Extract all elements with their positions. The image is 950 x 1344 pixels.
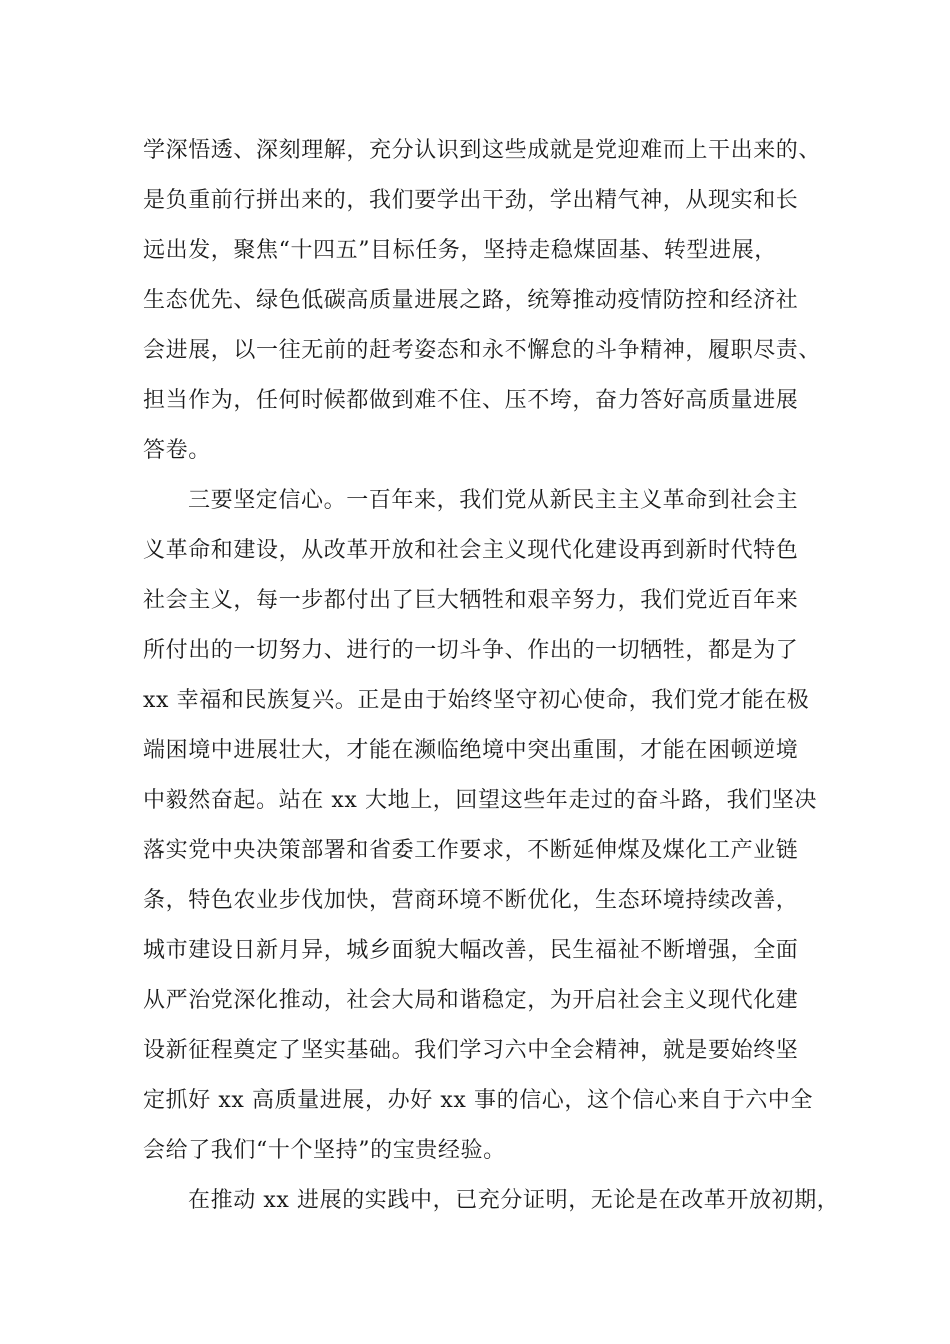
text-line: 中毅然奋起。站在 xx 大地上，回望这些年走过的奋斗路，我们坚决 <box>143 788 818 813</box>
text-line: 学深悟透、深刻理解，充分认识到这些成就是党迎难而上干出来的、 <box>143 138 822 163</box>
text-line: 担当作为，任何时候都做到难不住、压不垮，奋力答好高质量进展 <box>143 388 799 413</box>
text-line: 从严治党深化推动，社会大局和谐稳定，为开启社会主义现代化建 <box>143 988 799 1013</box>
text-line: 落实党中央决策部署和省委工作要求，不断延伸煤及煤化工产业链 <box>143 838 799 863</box>
text-line: 城市建设日新月异，城乡面貌大幅改善，民生福祉不断增强，全面 <box>143 938 799 963</box>
text-line: 社会主义，每一步都付出了巨大牺牲和艰辛努力，我们党近百年来 <box>143 588 799 613</box>
text-line: 义革命和建设，从改革开放和社会主义现代化建设再到新时代特色 <box>143 538 799 563</box>
text-line: 远出发，聚焦“十四五”目标任务，坚持走稳煤固基、转型进展， <box>143 238 777 263</box>
text-line: 生态优先、绿色低碳高质量进展之路，统筹推动疫情防控和经济社 <box>143 288 799 313</box>
text-line: 条，特色农业步伐加快，营商环境不断优化，生态环境持续改善， <box>143 888 799 913</box>
paragraph-first-line: 在推动 xx 进展的实践中，已充分证明，无论是在改革开放初期， <box>188 1188 840 1213</box>
text-line: 所付出的一切努力、进行的一切斗争、作出的一切牺牲，都是为了 <box>143 638 799 663</box>
text-line: 设新征程奠定了坚实基础。我们学习六中全会精神，就是要始终坚 <box>143 1038 799 1063</box>
text-line: 是负重前行拼出来的，我们要学出干劲，学出精气神，从现实和长 <box>143 188 799 213</box>
text-line: xx 幸福和民族复兴。正是由于始终坚守初心使命，我们党才能在极 <box>143 688 810 713</box>
paragraph-first-line: 三要坚定信心。一百年来，我们党从新民主主义革命到社会主 <box>188 488 799 513</box>
text-line: 会进展，以一往无前的赶考姿态和永不懈怠的斗争精神，履职尽责、 <box>143 338 822 363</box>
text-line: 定抓好 xx 高质量进展，办好 xx 事的信心，这个信心来自于六中全 <box>143 1088 814 1113</box>
text-line: 会给了我们“十个坚持”的宝贵经验。 <box>143 1138 506 1163</box>
text-line: 答卷。 <box>143 438 211 463</box>
text-line: 端困境中进展壮大，才能在濒临绝境中突出重围，才能在困顿逆境 <box>143 738 799 763</box>
